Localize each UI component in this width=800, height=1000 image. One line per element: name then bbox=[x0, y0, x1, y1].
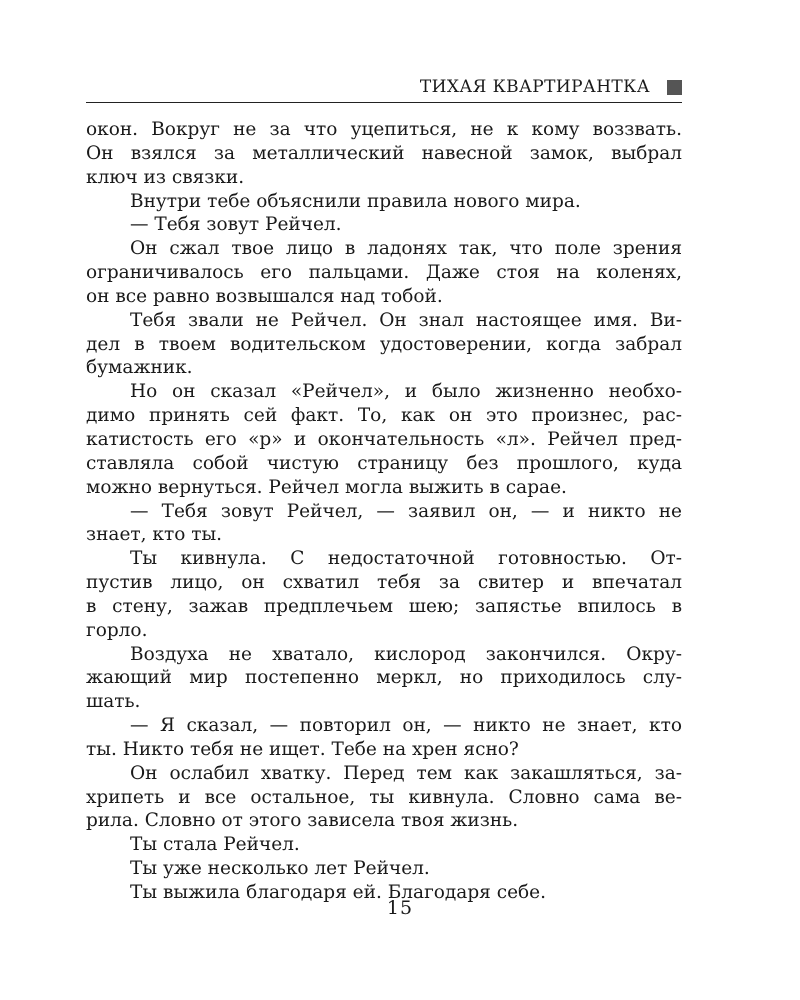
running-head-title: ТИХАЯ КВАРТИРАНТКА bbox=[419, 77, 650, 97]
text-line: знает, кто ты. bbox=[86, 524, 223, 546]
text-line: Воздуха не хватало, кислород закончился. Окру- bbox=[130, 643, 682, 665]
text-line: Тебя звали не Рейчел. Он знал настоящее имя. Ви- bbox=[130, 309, 682, 331]
text-line: дел в твоем водительском удостоверении, когда забрал bbox=[86, 333, 682, 355]
text-line: ограничивалось его пальцами. Даже стоя на коленях, bbox=[86, 262, 682, 284]
text-line: рила. Словно от этого зависела твоя жизнь. bbox=[86, 810, 519, 832]
text-line: — Тебя зовут Рейчел. bbox=[130, 214, 342, 236]
running-head-square-marker bbox=[667, 80, 682, 95]
running-header bbox=[86, 72, 682, 103]
page-text-body bbox=[86, 118, 682, 905]
text-line: Он сжал твое лицо в ладонях так, что поле зрения bbox=[130, 238, 682, 260]
text-line: ключ из связки. bbox=[86, 166, 245, 188]
text-line: окон. Вокруг не за что уцепиться, не к кому воззвать. bbox=[86, 119, 682, 140]
text-line: в стену, зажав предплечьем шею; запястье впилось в bbox=[86, 595, 682, 617]
text-line: — Я сказал, — повторил он, — никто не знает, кто bbox=[130, 715, 682, 737]
text-line: Ты стала Рейчел. bbox=[130, 834, 300, 856]
text-line: димо принять сей факт. То, как он это произнес, рас- bbox=[86, 405, 682, 427]
page-number: 15 bbox=[386, 897, 414, 919]
text-line: Ты кивнула. С недостаточной готовностью. От- bbox=[130, 548, 682, 570]
text-line: Но он сказал «Рейчел», и было жизненно необхо- bbox=[130, 381, 682, 403]
text-line: Ты выжила благодаря ей. Благодаря себе. bbox=[130, 882, 546, 903]
text-line: пустив лицо, он схватил тебя за свитер и впечатал bbox=[86, 572, 682, 594]
text-line: Внутри тебе объяснили правила нового мира. bbox=[130, 190, 581, 212]
text-line: хрипеть и все остальное, ты кивнула. Словно сама ве- bbox=[86, 786, 682, 808]
text-line: — Тебя зовут Рейчел, — заявил он, — и никто не bbox=[130, 500, 682, 522]
text-line: бумажник. bbox=[86, 357, 193, 379]
text-line: он все равно возвышался над тобой. bbox=[86, 285, 443, 307]
text-line: можно вернуться. Рейчел могла выжить в сарае. bbox=[86, 476, 567, 498]
text-line: ты. Никто тебя не ищет. Тебе на хрен ясно? bbox=[86, 738, 519, 760]
text-line: горло. bbox=[86, 619, 148, 641]
text-line: Он ослабил хватку. Перед тем как закашляться, за- bbox=[130, 762, 682, 784]
text-line: жающий мир постепенно меркл, но приходилось слу- bbox=[86, 667, 682, 689]
text-line: Ты уже несколько лет Рейчел. bbox=[130, 858, 430, 880]
text-line: ставляла собой чистую страницу без прошлого, куда bbox=[86, 452, 682, 474]
text-line: шать. bbox=[86, 691, 141, 713]
text-line: катистость его «р» и окончательность «л». Рейчел пред- bbox=[86, 428, 682, 450]
text-line: Он взялся за металлический навесной замок, выбрал bbox=[86, 142, 682, 164]
